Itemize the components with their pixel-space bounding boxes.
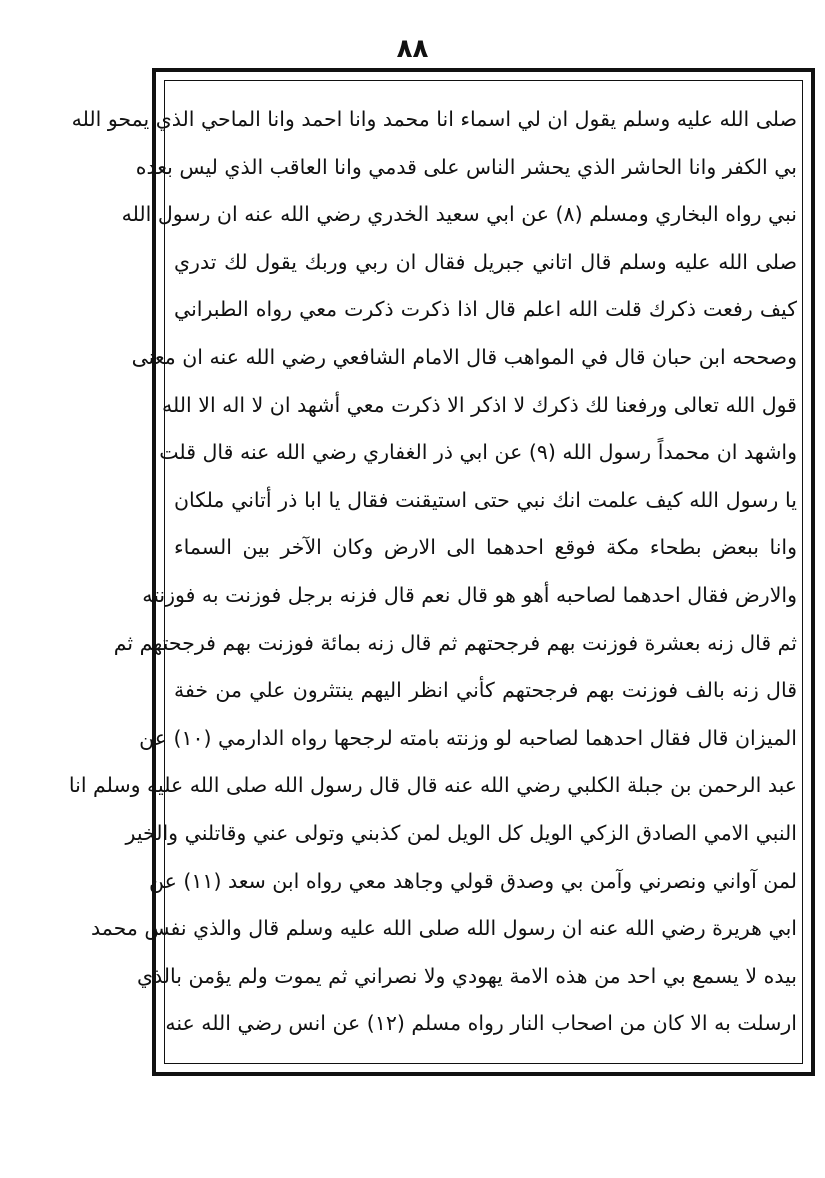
text-line-13: قال زنه بالف فوزنت بهم فرجحتهم كأني انظر اليهم ينتثرون علي من خفة xyxy=(174,678,797,703)
text-line-20: ارسلت به الا كان من اصحاب النار رواه مسلم (١٢) عن انس رضي الله عنه xyxy=(165,1011,797,1036)
text-body xyxy=(68,96,797,1048)
text-line-18: ابي هريرة رضي الله عنه ان رسول الله صلى الله عليه وسلم قال والذي نفس محمد xyxy=(91,916,797,941)
text-line-2: بي الكفر وانا الحاشر الذي يحشر الناس على قدمي وانا العاقب الذي ليس بعده xyxy=(135,154,797,179)
text-line-19: بيده لا يسمع بي احد من هذه الامة يهودي ولا نصراني ثم يموت ولم يؤمن بالذي xyxy=(136,963,797,988)
text-line-4: صلى الله عليه وسلم قال اتاني جبريل فقال ان ربي وربك يقول لك تدري xyxy=(174,249,797,274)
text-line-16: النبي الامي الصادق الزكي الويل كل الويل لمن كذبني وتولى عني وقاتلني والخير xyxy=(125,820,797,845)
text-line-9: يا رسول الله كيف علمت انك نبي حتى استيقنت فقال يا ابا ذر أتاني ملكان xyxy=(174,487,797,512)
text-line-15: عبد الرحمن بن جبلة الكلبي رضي الله عنه قال قال رسول الله صلى الله عليه وسلم انا xyxy=(68,773,797,798)
text-line-10: وانا ببعض بطحاء مكة فوقع احدهما الى الارض وكان الآخر بين السماء xyxy=(174,535,797,560)
text-line-17: لمن آواني ونصرني وآمن بي وصدق قولي وجاهد معي رواه ابن سعد (١١) عن xyxy=(149,868,797,893)
page-border-outer xyxy=(68,68,815,1076)
text-line-8: واشهد ان محمداً رسول الله (٩) عن ابي ذر الغفاري رضي الله عنه قال قلت xyxy=(159,440,797,465)
text-line-3: نبي رواه البخاري ومسلم (٨) عن ابي سعيد الخدري رضي الله عنه ان رسول الله xyxy=(121,202,797,227)
text-line-12: ثم قال زنه بعشرة فوزنت بهم فرجحتهم ثم قال زنه بمائة فوزنت بهم فرجحتهم ثم xyxy=(113,630,797,655)
text-line-1: صلى الله عليه وسلم يقول ان لي اسماء انا محمد وانا احمد وانا الماحي الذي يمحو الله xyxy=(71,107,797,131)
text-line-7: قول الله تعالى ورفعنا لك ذكرك لا اذكر الا ذكرت معي أشهد ان لا اله الا الله xyxy=(162,392,797,417)
text-line-5: كيف رفعت ذكرك قلت الله اعلم قال اذا ذكرت ذكرت معي رواه الطبراني xyxy=(174,297,797,322)
text-line-6: وصححه ابن حبان قال في المواهب قال الامام الشافعي رضي الله عنه ان معنى xyxy=(131,344,797,369)
text-line-11: والارض فقال احدهما لصاحبه أهو هو قال نعم قال فزنه برجل فوزنت به فوزنته xyxy=(142,582,797,607)
page-number: ٨٨ xyxy=(396,34,429,64)
text-line-14: الميزان قال فقال احدهما لصاحبه لو وزنته بامته لرجحها رواه الدارمي (١٠) عن xyxy=(139,725,797,750)
